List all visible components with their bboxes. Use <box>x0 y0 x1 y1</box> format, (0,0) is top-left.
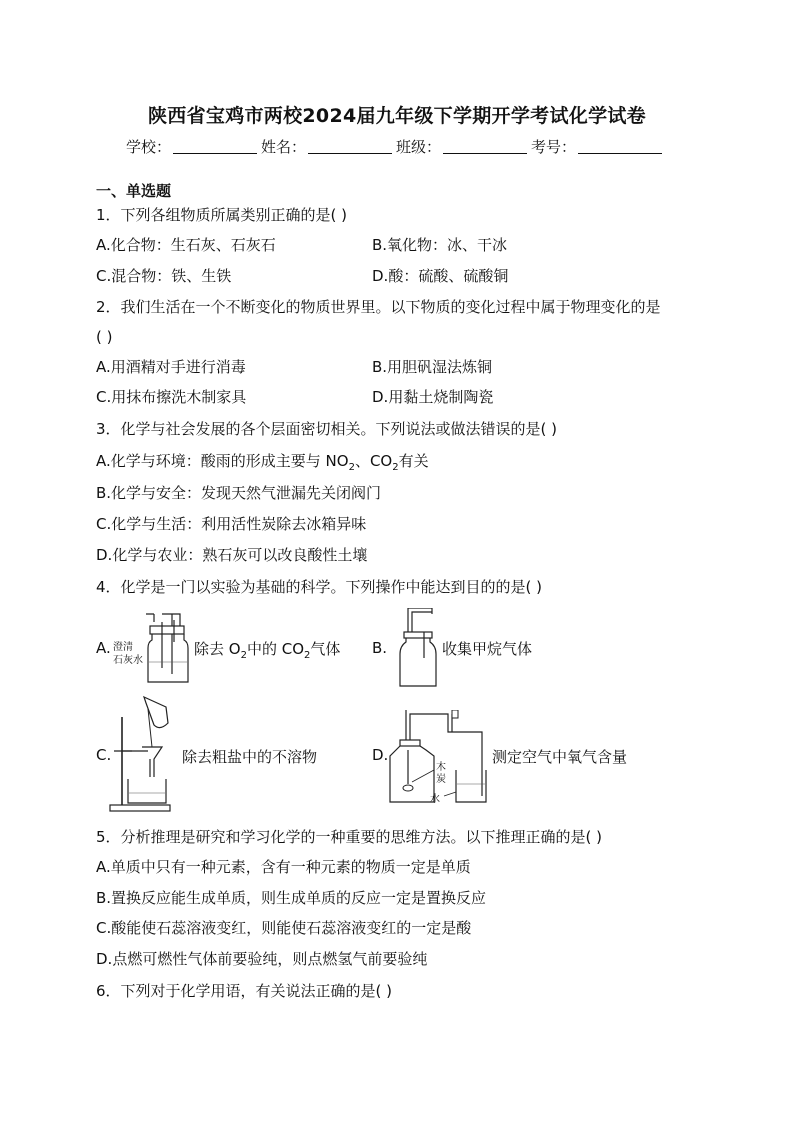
q1-option-b[interactable]: B.氧化物：冰、干冰 <box>372 236 508 254</box>
q1-option-c[interactable]: C.混合物：铁、生铁 <box>96 267 232 285</box>
q4-a-text2: 中的 CO <box>246 640 305 658</box>
q2-stem-line1: 2．我们生活在一个不断变化的物质世界里。以下物质的变化过程中属于物理变化的是 <box>96 298 661 316</box>
class-label: 班级： <box>396 138 442 156</box>
q3-a-sub2: 2 <box>392 462 399 473</box>
q2-option-b[interactable]: B.用胆矾湿法炼铜 <box>372 358 493 376</box>
q4-d-label-water: 水 <box>430 794 440 805</box>
q3-a-text2: 、CO <box>354 452 393 470</box>
q4-stem: 4．化学是一门以实验为基础的科学。下列操作中能达到目的的是( ) <box>96 578 543 596</box>
q3-option-a[interactable] <box>96 451 429 478</box>
q4-d-label-charcoal2: 炭 <box>436 774 446 785</box>
q4-b-letter[interactable]: B. <box>372 639 388 657</box>
q2-stem-line2: ( ) <box>96 328 113 346</box>
q3-a-text3: 有关 <box>398 452 429 470</box>
q4-a-text1: 除去 O <box>194 640 241 658</box>
q3-option-d[interactable]: D.化学与农业：熟石灰可以改良酸性土壤 <box>96 546 368 564</box>
q4-a-sub2: 2 <box>304 650 311 661</box>
q4-a-sub1: 2 <box>240 650 247 661</box>
q1-option-d[interactable]: D.酸：硫酸、硫酸铜 <box>372 267 509 285</box>
name-blank[interactable] <box>308 139 392 154</box>
q5-stem: 5．分析推理是研究和学习化学的一种重要的思维方法。以下推理正确的是( ) <box>96 828 603 846</box>
q1-stem: 1．下列各组物质所属类别正确的是( ) <box>96 206 348 224</box>
section-heading: 一、单选题 <box>96 182 172 200</box>
q4-a-label-limewater1: 澄清 <box>113 642 133 653</box>
q4-d-letter[interactable]: D. <box>372 746 389 764</box>
q4-c-text: 除去粗盐中的不溶物 <box>182 748 318 766</box>
filtration-diagram <box>108 695 180 813</box>
q4-b-text: 收集甲烷气体 <box>442 640 533 658</box>
q5-option-a[interactable]: A.单质中只有一种元素，含有一种元素的物质一定是单质 <box>96 858 471 876</box>
q3-option-b[interactable]: B.化学与安全：发现天然气泄漏先关闭阀门 <box>96 484 382 502</box>
q2-option-a[interactable]: A.用酒精对手进行消毒 <box>96 358 246 376</box>
q4-d-text: 测定空气中氧气含量 <box>492 748 628 766</box>
class-blank[interactable] <box>443 139 527 154</box>
q3-option-c[interactable]: C.化学与生活：利用活性炭除去冰箱异味 <box>96 515 367 533</box>
q3-a-text1: A.化学与环境：酸雨的形成主要与 NO <box>96 452 349 470</box>
exam-title: 陕西省宝鸡市两校2024届九年级下学期开学考试化学试卷 <box>148 105 646 127</box>
q5-option-b[interactable]: B.置换反应能生成单质，则生成单质的反应一定是置换反应 <box>96 889 487 907</box>
q4-c-letter[interactable]: C. <box>96 746 112 764</box>
school-label: 学校： <box>126 138 172 156</box>
student-info-line <box>126 136 666 157</box>
q5-option-c[interactable]: C.酸能使石蕊溶液变红，则能使石蕊溶液变红的一定是酸 <box>96 919 472 937</box>
q4-a-text3: 气体 <box>310 640 341 658</box>
name-label: 姓名： <box>261 138 307 156</box>
q4-d-label-charcoal1: 木 <box>436 762 446 773</box>
number-label: 考号： <box>531 138 577 156</box>
q2-option-c[interactable]: C.用抹布擦洗木制家具 <box>96 388 247 406</box>
q1-option-a[interactable]: A.化合物：生石灰、石灰石 <box>96 236 276 254</box>
q6-stem: 6．下列对于化学用语，有关说法正确的是( ) <box>96 982 393 1000</box>
q4-a-label-limewater2: 石灰水 <box>113 655 143 666</box>
school-blank[interactable] <box>173 139 257 154</box>
q4-a-letter[interactable]: A. <box>96 639 111 657</box>
q3-a-sub1: 2 <box>348 462 355 473</box>
q5-option-d[interactable]: D.点燃可燃性气体前要验纯，则点燃氢气前要验纯 <box>96 950 428 968</box>
number-blank[interactable] <box>578 139 662 154</box>
q4-a-text <box>194 638 340 661</box>
q2-option-d[interactable]: D.用黏土烧制陶瓷 <box>372 388 494 406</box>
gas-collection-bottle-diagram <box>396 608 440 688</box>
q3-stem: 3．化学与社会发展的各个层面密切相关。下列说法或做法错误的是( ) <box>96 420 558 438</box>
